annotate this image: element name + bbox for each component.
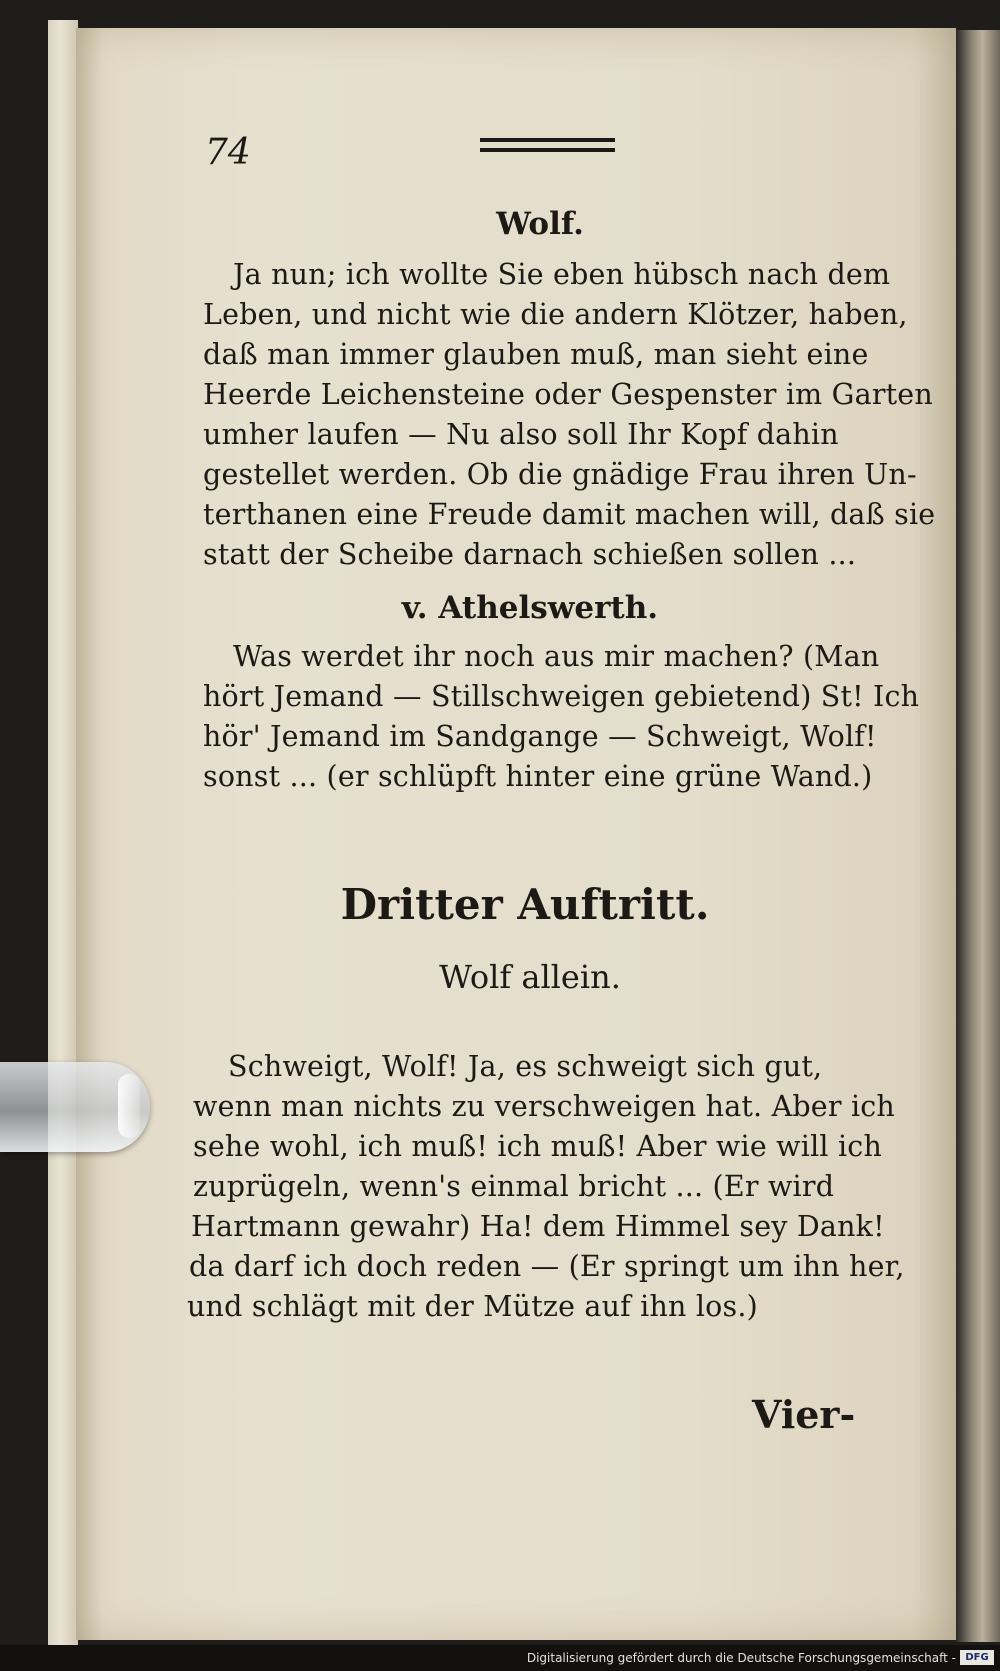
- text-line: wenn man nichts zu verschweigen hat. Aber ich: [193, 1090, 895, 1123]
- text-line: hört Jemand — Stillschweigen gebietend) St! Ich: [203, 680, 920, 713]
- text-line: gestellet werden. Ob die gnädige Frau ihren Un-: [203, 458, 917, 491]
- text-line: terthanen eine Freude damit machen will, daß sie: [203, 498, 936, 531]
- text-line: da darf ich doch reden — (Er springt um ihn her,: [189, 1250, 905, 1283]
- text-line: Hartmann gewahr) Ha! dem Himmel sey Dank!: [191, 1210, 885, 1243]
- text-line: Was werdet ihr noch aus mir machen? (Man: [233, 640, 880, 673]
- text-line: sonst ... (er schlüpft hinter eine grüne Wand.): [203, 760, 873, 793]
- text-line: Schweigt, Wolf! Ja, es schweigt sich gut,: [228, 1050, 823, 1083]
- text-line: Heerde Leichensteine oder Gespenster im Garten: [203, 378, 933, 411]
- catchword: Vier-: [752, 1392, 856, 1437]
- page-clip-highlight: [118, 1074, 140, 1138]
- page-number: 74: [205, 132, 251, 173]
- header-rule-top: [480, 138, 615, 142]
- page-edge: [48, 20, 78, 1645]
- speaker-athelswerth: v. Athelswerth.: [401, 590, 659, 626]
- text-line: zuprügeln, wenn's einmal bricht ... (Er wird: [193, 1170, 835, 1203]
- text-line: Leben, und nicht wie die andern Klötzer, haben,: [203, 298, 908, 331]
- text-line: hör' Jemand im Sandgange — Schweigt, Wolf!: [203, 720, 877, 753]
- text-line: sehe wohl, ich muß! ich muß! Aber wie will ich: [193, 1130, 882, 1163]
- scene-heading: Dritter Auftritt.: [340, 880, 710, 929]
- text-line: umher laufen — Nu also soll Ihr Kopf dahin: [203, 418, 839, 451]
- text-line: und schlägt mit der Mütze auf ihn los.): [187, 1290, 758, 1323]
- dfg-logo: DFG: [960, 1650, 994, 1665]
- speaker-wolf: Wolf.: [496, 206, 584, 242]
- next-page-edge: [956, 30, 1000, 1642]
- header-rule-bottom: [480, 148, 615, 152]
- scene-subheading: Wolf allein.: [439, 958, 621, 996]
- text-line: daß man immer glauben muß, man sieht eine: [203, 338, 869, 371]
- text-line: statt der Scheibe darnach schießen sollen ...: [203, 538, 857, 571]
- digitization-credit: Digitalisierung gefördert durch die Deutsche Forschungsgemeinschaft -: [526, 1651, 956, 1665]
- text-line: Ja nun; ich wollte Sie eben hübsch nach dem: [233, 258, 891, 291]
